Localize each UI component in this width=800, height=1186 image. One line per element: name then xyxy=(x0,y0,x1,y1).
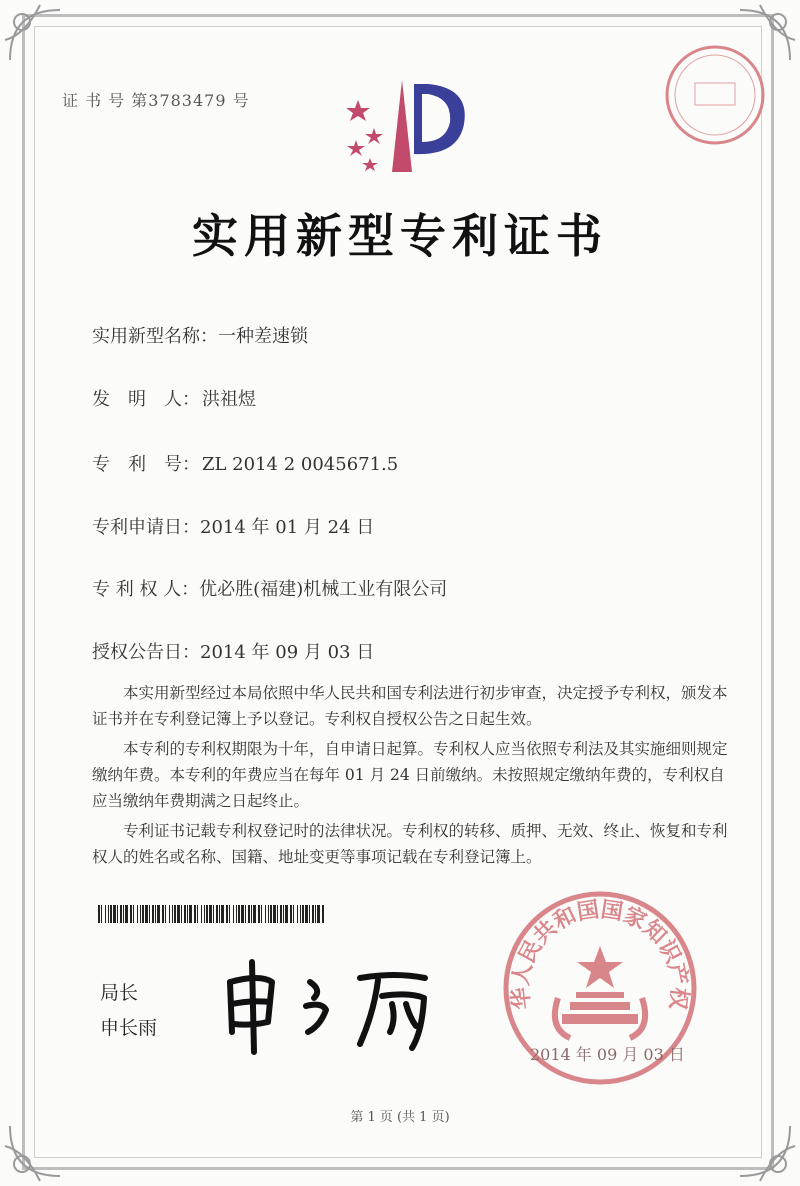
svg-text:中华人民共和国国家知识产权局: 华人民共和国国家知识产权 xyxy=(507,896,693,1011)
field-inventor xyxy=(92,385,256,411)
field-patentee xyxy=(92,575,447,601)
field-value: 洪祖煜 xyxy=(202,389,256,410)
corner-ornament-icon xyxy=(0,0,80,80)
certificate-title: 实用新型专利证书 xyxy=(192,209,608,263)
field-value: ZL 2014 2 0045671.5 xyxy=(202,454,399,475)
handwritten-signature-icon xyxy=(210,952,450,1062)
field-label: 专 利 号： xyxy=(92,454,200,475)
field-utility-model-name xyxy=(92,322,308,348)
field-grant-date xyxy=(92,638,374,664)
field-label: 专 利 权 人： xyxy=(92,579,200,600)
barcode-icon xyxy=(98,905,324,923)
field-value: 2014 年 01 月 24 日 xyxy=(200,517,375,538)
field-patent-number xyxy=(92,450,398,476)
body-paragraph: 专利证书记载专利权登记时的法律状况。专利权的转移、质押、无效、终止、恢复和专利权人的姓名或名称、国籍、地址变更等事项记载在专利登记簿上。 xyxy=(92,822,728,866)
page-number: 第 1 页 (共 1 页) xyxy=(350,1110,450,1125)
field-application-date xyxy=(92,513,374,539)
anti-counterfeit-seal-icon xyxy=(655,35,775,155)
patent-office-logo-icon xyxy=(340,72,480,182)
field-label: 授权公告日： xyxy=(92,642,200,663)
field-label: 专利申请日： xyxy=(92,517,200,538)
field-value: 优必胜(福建)机械工业有限公司 xyxy=(199,579,448,600)
field-label: 实用新型名称： xyxy=(92,326,218,347)
field-value: 2014 年 09 月 03 日 xyxy=(200,642,375,663)
signer-title: 局长 xyxy=(100,982,139,1004)
body-paragraph: 本实用新型经过本局依照中华人民共和国专利法进行初步审查，决定授予专利权，颁发本证书并在专利登记簿上予以登记。专利权自授权公告之日起生效。 xyxy=(92,684,728,728)
field-value: 一种差速锁 xyxy=(218,326,308,347)
body-paragraph: 本专利的专利权期限为十年，自申请日起算。专利权人应当依照专利法及其实施细则规定缴纳年费。本专利的年费应当在每年 01 月 24 日前缴纳。未按照规定缴纳年费的，专利权自应当缴纳年费期满之日起终止。 xyxy=(92,740,728,810)
certificate-number: 证 书 号 第3783479 号 xyxy=(62,91,250,110)
field-label: 发 明 人： xyxy=(92,389,200,410)
seal-date: 2014 年 09 月 03 日 xyxy=(530,1045,685,1064)
certificate-body xyxy=(92,680,740,874)
signer-name: 申长雨 xyxy=(100,1017,158,1039)
